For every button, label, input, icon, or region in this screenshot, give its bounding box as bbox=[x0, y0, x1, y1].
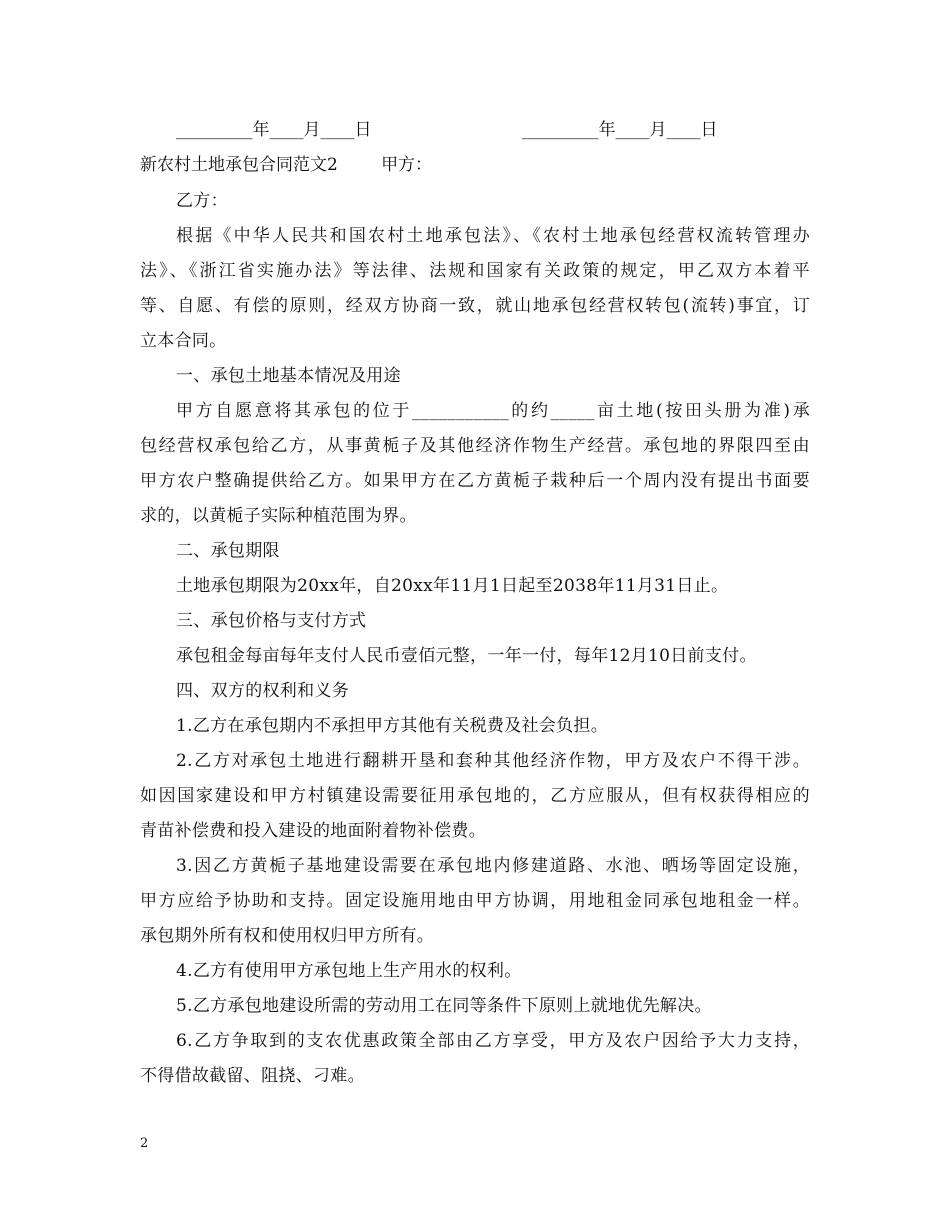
paragraph-line: 3.因乙方黄栀子基地建设需要在承包地内修建道路、水池、晒场等固定设施， bbox=[176, 856, 810, 876]
date-line-left: _________年____月____日 bbox=[176, 120, 372, 140]
page-number: 2 bbox=[140, 1136, 149, 1151]
date-line-right: _________年____月____日 bbox=[522, 120, 718, 140]
paragraph-line: 甲方农户整确提供给乙方。如果甲方在乙方黄栀子栽种后一个周内没有提出书面要 bbox=[140, 471, 810, 491]
document-title: 新农村土地承包合同范文2 bbox=[140, 155, 338, 175]
paragraph-line: 土地承包期限为20xx年，自20xx年11月1日起至2038年11月31日止。 bbox=[176, 576, 729, 596]
section-heading: 一、承包土地基本情况及用途 bbox=[176, 366, 401, 386]
section-heading: 四、双方的权利和义务 bbox=[176, 681, 349, 701]
paragraph-line: 青苗补偿费和投入建设的地面附着物补偿费。 bbox=[140, 821, 486, 841]
paragraph-line: 如因国家建设和甲方村镇建设需要征用承包地的，乙方应服从，但有权获得相应的 bbox=[140, 786, 810, 806]
paragraph-line: 包经营权承包给乙方，从事黄栀子及其他经济作物生产经营。承包地的界限四至由 bbox=[140, 436, 810, 456]
paragraph-line: 等、自愿、有偿的原则，经双方协商一致，就山地承包经营权转包(流转)事宜，订 bbox=[140, 296, 810, 316]
party-b-label: 乙方： bbox=[176, 191, 228, 211]
paragraph-line: 4.乙方有使用甲方承包地上生产用水的权利。 bbox=[176, 961, 522, 981]
paragraph-line: 1.乙方在承包期内不承担甲方其他有关税费及社会负担。 bbox=[176, 716, 609, 736]
paragraph-line: 不得借故截留、阻挠、刁难。 bbox=[140, 1066, 365, 1086]
section-heading: 三、承包价格与支付方式 bbox=[176, 611, 367, 631]
paragraph-line: 甲方自愿意将其承包的位于___________的约_____亩土地(按田头册为准)承 bbox=[176, 401, 810, 421]
section-heading: 二、承包期限 bbox=[176, 541, 280, 561]
paragraph-line: 甲方应给予协助和支持。固定设施用地由甲方协调，用地租金同承包地租金一样。 bbox=[140, 891, 810, 911]
paragraph-line: 5.乙方承包地建设所需的劳动用工在同等条件下原则上就地优先解决。 bbox=[176, 996, 712, 1016]
paragraph-line: 承包期外所有权和使用权归甲方所有。 bbox=[140, 926, 435, 946]
title-row bbox=[140, 153, 432, 177]
paragraph-line: 立本合同。 bbox=[140, 331, 227, 351]
paragraph-line: 6.乙方争取到的支农优惠政策全部由乙方享受，甲方及农户因给予大力支持， bbox=[176, 1031, 810, 1051]
paragraph-line: 2.乙方对承包土地进行翻耕开垦和套种其他经济作物，甲方及农户不得干涉。 bbox=[176, 751, 810, 771]
paragraph-line: 求的，以黄栀子实际种植范围为界。 bbox=[140, 506, 417, 526]
party-a-label: 甲方： bbox=[381, 155, 433, 175]
paragraph-line: 承包租金每亩每年支付人民币壹佰元整，一年一付，每年12月10日前支付。 bbox=[176, 646, 757, 666]
paragraph-line: 法》、《浙江省实施办法》等法律、法规和国家有关政策的规定，甲乙双方本着平 bbox=[140, 261, 810, 281]
paragraph-line: 根据《中华人民共和国农村土地承包法》、《农村土地承包经营权流转管理办 bbox=[176, 226, 810, 246]
